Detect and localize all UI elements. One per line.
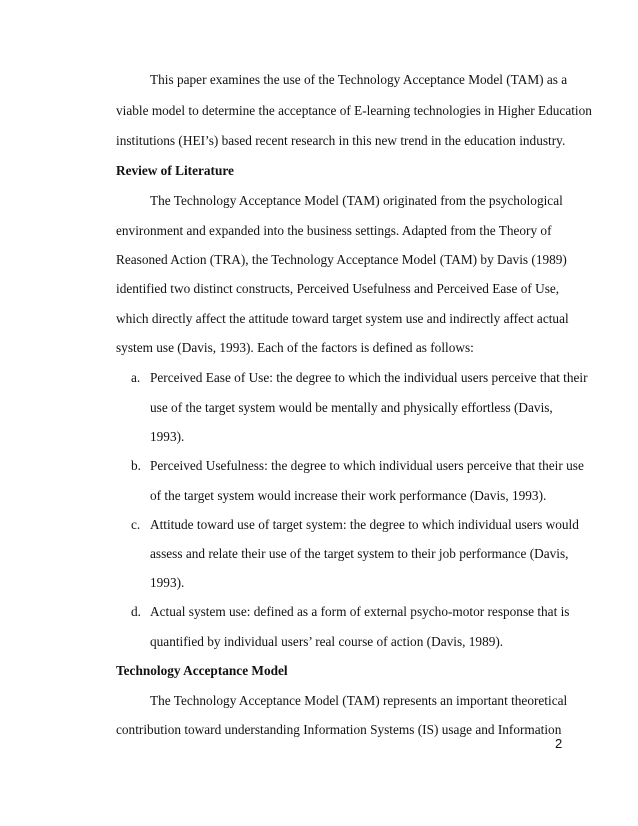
list-item-d-line-1: Actual system use: defined as a form of external psycho-motor response that is [150, 604, 570, 619]
intro-line-3: institutions (HEI’s) based recent research in this new trend in the education industry. [116, 133, 566, 148]
list-item-c-line-3: 1993). [150, 575, 185, 590]
list-item-a-line-2: use of the target system would be mentally and physically effortless (Davis, [150, 400, 553, 415]
review-line-2: environment and expanded into the business settings. Adapted from the Theory of [116, 223, 552, 238]
list-item-b-line-1: Perceived Usefulness: the degree to which individual users perceive that their use [150, 458, 584, 473]
review-line-5: which directly affect the attitude toward target system use and indirectly affect actual [116, 311, 569, 326]
tam-line-2: contribution toward understanding Information Systems (IS) usage and Information [116, 722, 562, 737]
tam-line-1: The Technology Acceptance Model (TAM) represents an important theoretical [150, 693, 568, 708]
list-item-c-line-1: Attitude toward use of target system: the degree to which individual users would [150, 517, 579, 532]
review-line-1: The Technology Acceptance Model (TAM) originated from the psychological [150, 193, 563, 208]
list-item-d-line-2: quantified by individual users’ real course of action (Davis, 1989). [150, 634, 504, 649]
intro-line-2: viable model to determine the acceptance of E-learning technologies in Higher Education [116, 103, 592, 118]
list-item-marker: c. [131, 517, 141, 532]
list-item-b-line-2: of the target system would increase their work performance (Davis, 1993). [150, 488, 547, 503]
page-number: 2 [555, 736, 563, 751]
list-item-marker: b. [131, 458, 141, 473]
review-line-3: Reasoned Action (TRA), the Technology Acceptance Model (TAM) by Davis (1989) [116, 252, 567, 267]
list-item-c-line-2: assess and relate their use of the target system to their job performance (Davis, [150, 546, 569, 561]
list-item-a-line-1: Perceived Ease of Use: the degree to which the individual users perceive that their [150, 370, 588, 385]
list-item-marker: d. [131, 604, 141, 619]
review-line-6: system use (Davis, 1993). Each of the factors is defined as follows: [116, 340, 474, 355]
intro-line-1: This paper examines the use of the Technology Acceptance Model (TAM) as a [150, 72, 568, 87]
list-item-a-line-3: 1993). [150, 429, 185, 444]
review-line-4: identified two distinct constructs, Perceived Usefulness and Perceived Ease of Use, [116, 281, 560, 296]
section-heading-tam: Technology Acceptance Model [116, 663, 288, 678]
section-heading-review: Review of Literature [116, 163, 234, 178]
list-item-marker: a. [131, 370, 141, 385]
